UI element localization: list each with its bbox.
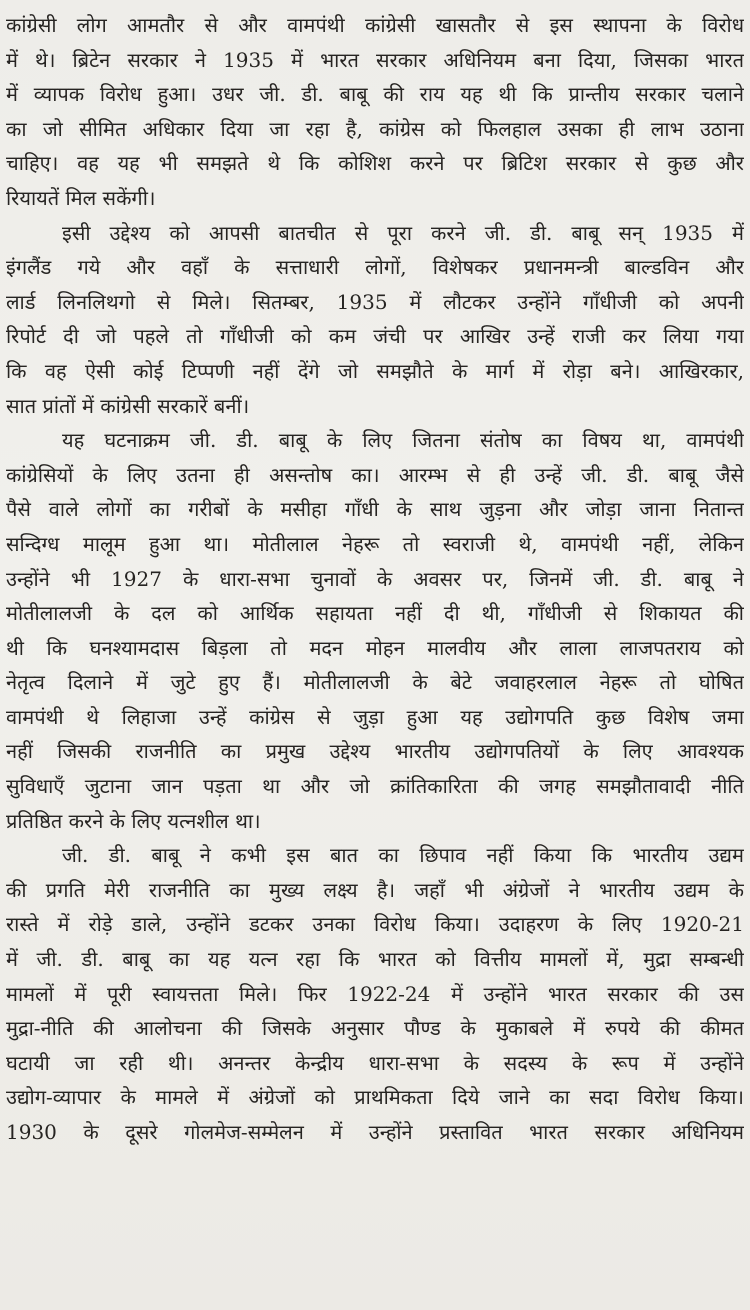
- text-line: यह घटनाक्रम जी. डी. बाबू के लिए जितना संतोष का विषय था, वामपंथी: [62, 428, 744, 453]
- text-line: नहीं जिसकी राजनीति का प्रमुख उद्देश्य भारतीय उद्योगपतियों के लिए आवश्यक: [6, 739, 744, 764]
- paragraph-1: [6, 8, 744, 216]
- text-line: सन्दिग्ध मालूम हुआ था। मोतीलाल नेहरू तो स्वराजी थे, वामपंथी नहीं, लेकिन: [6, 531, 744, 556]
- text-line: नेतृत्व दिलाने में जुटे हुए हैं। मोतीलालजी के बेटे जवाहरलाल नेहरू तो घोषित: [6, 670, 744, 695]
- text-line: रिपोर्ट दी जो पहले तो गाँधीजी को कम जंची पर आखिर उन्हें राजी कर लिया गया: [6, 324, 744, 349]
- text-line: उन्होंने भी 1927 के धारा-सभा चुनावों के अवसर पर, जिनमें जी. डी. बाबू ने: [6, 566, 744, 591]
- text-line: थी कि घनश्यामदास बिड़ला तो मदन मोहन मालवीय और लाला लाजपतराय को: [6, 635, 744, 660]
- text-line: कांग्रेसियों के लिए उतना ही असन्तोष का। आरम्भ से ही उन्हें जी. डी. बाबू जैसे: [6, 462, 744, 487]
- text-line: घटायी जा रही थी। अनन्तर केन्द्रीय धारा-सभा के सदस्य के रूप में उन्होंने: [6, 1050, 744, 1075]
- text-line: लार्ड लिनलिथगो से मिले। सितम्बर, 1935 में लौटकर उन्होंने गाँधीजी को अपनी: [6, 289, 744, 314]
- text-line: में जी. डी. बाबू का यह यत्न रहा कि भारत को वित्तीय मामलों में, मुद्रा सम्बन्धी: [6, 947, 744, 972]
- text-line: में थे। ब्रिटेन सरकार ने 1935 में भारत सरकार अधिनियम बना दिया, जिसका भारत: [6, 47, 744, 72]
- paragraph-2: [6, 216, 744, 424]
- text-line: रियायतें मिल सकेंगी।: [6, 185, 156, 210]
- text-line: की प्रगति मेरी राजनीति का मुख्य लक्ष्य है। जहाँ भी अंग्रेजों ने भारतीय उद्यम के: [6, 877, 744, 902]
- text-line: प्रतिष्ठित करने के लिए यत्नशील था।: [6, 808, 261, 833]
- text-line: चाहिए। वह यह भी समझते थे कि कोशिश करने पर ब्रिटिश सरकार से कुछ और: [6, 151, 744, 176]
- text-line: इसी उद्देश्य को आपसी बातचीत से पूरा करने जी. डी. बाबू सन् 1935 में: [62, 220, 744, 245]
- text-line: मामलों में पूरी स्वायत्तता मिले। फिर 1922-24 में उन्होंने भारत सरकार की उस: [6, 981, 744, 1006]
- text-line: पैसे वाले लोगों का गरीबों के मसीहा गाँधी के साथ जुड़ना और जोड़ा जाना नितान्त: [6, 497, 744, 522]
- text-line: का जो सीमित अधिकार दिया जा रहा है, कांग्रेस को फिलहाल उसका ही लाभ उठाना: [6, 116, 744, 141]
- paragraph-3: [6, 423, 744, 838]
- page-text: [0, 8, 750, 1150]
- text-line: सुविधाएँ जुटाना जान पड़ता था और जो क्रांतिकारिता की जगह समझौतावादी नीति: [6, 774, 744, 799]
- text-line: में व्यापक विरोध हुआ। उधर जी. डी. बाबू की राय यह थी कि प्रान्तीय सरकार चलाने: [6, 82, 744, 107]
- text-line: सात प्रांतों में कांग्रेसी सरकारें बनीं।: [6, 393, 250, 418]
- text-line: उद्योग-व्यापार के मामले में अंग्रेजों को प्राथमिकता दिये जाने का सदा विरोध किया।: [6, 1085, 744, 1110]
- text-line: मोतीलालजी के दल को आर्थिक सहायता नहीं दी थी, गाँधीजी से शिकायत की: [6, 601, 744, 626]
- text-line: जी. डी. बाबू ने कभी इस बात का छिपाव नहीं किया कि भारतीय उद्यम: [62, 843, 744, 868]
- paragraph-4: [6, 838, 744, 1149]
- text-line: कांग्रेसी लोग आमतौर से और वामपंथी कांग्रेसी खासतौर से इस स्थापना के विरोध: [6, 13, 744, 37]
- text-line: 1930 के दूसरे गोलमेज-सम्मेलन में उन्होंने प्रस्तावित भारत सरकार अधिनियम: [6, 1120, 744, 1144]
- text-line: कि वह ऐसी कोई टिप्पणी नहीं देंगे जो समझौते के मार्ग में रोड़ा बने। आखिरकार,: [6, 358, 744, 383]
- text-line: रास्ते में रोड़े डाले, उन्होंने डटकर उनका विरोध किया। उदाहरण के लिए 1920-21: [6, 912, 744, 937]
- text-line: इंगलैंड गये और वहाँ के सत्ताधारी लोगों, विशेषकर प्रधानमन्त्री बाल्डविन और: [6, 255, 744, 280]
- text-line: मुद्रा-नीति की आलोचना की जिसके अनुसार पौण्ड के मुकाबले में रुपये की कीमत: [6, 1016, 744, 1041]
- text-line: वामपंथी थे लिहाजा उन्हें कांग्रेस से जुड़ा हुआ यह उद्योगपति कुछ विशेष जमा: [6, 704, 744, 729]
